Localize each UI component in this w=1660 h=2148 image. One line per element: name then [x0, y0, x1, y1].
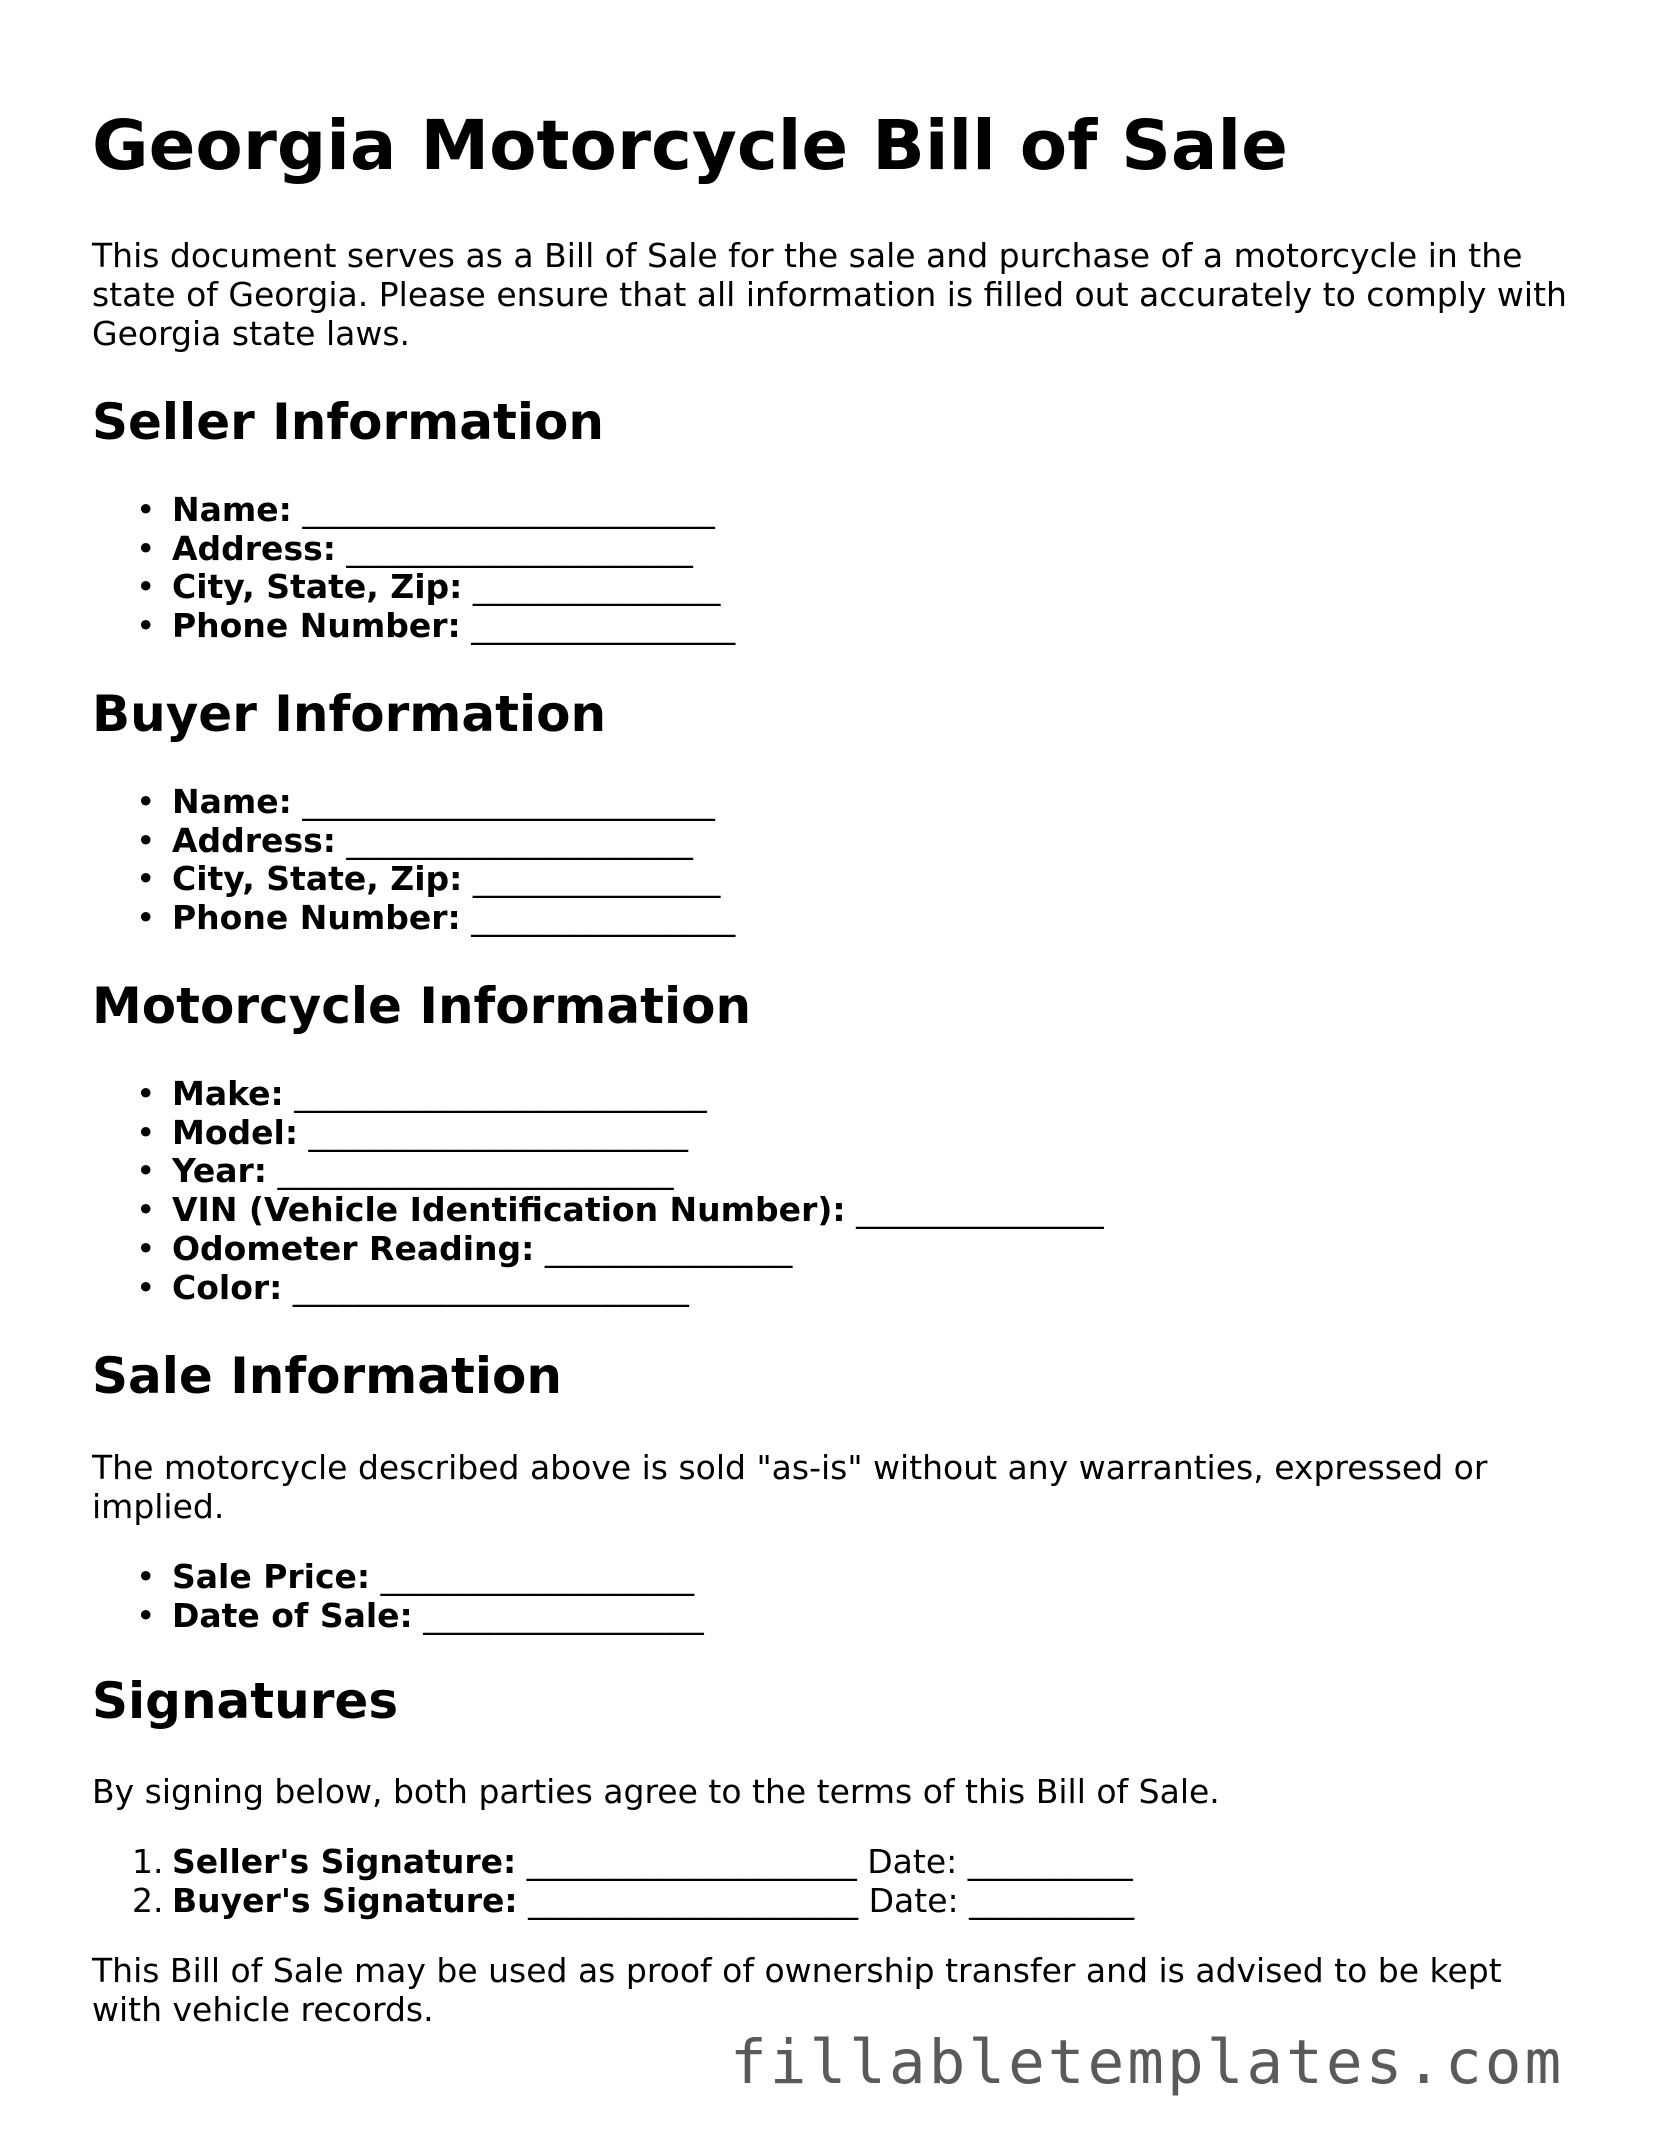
bullet-icon: •	[136, 567, 156, 607]
sale-date-field[interactable]: • Date of Sale: _________________	[136, 1595, 704, 1635]
seller-fields	[92, 491, 735, 646]
motorcycle-year-field[interactable]: • Year: ________________________	[136, 1151, 674, 1191]
buyer-address-field[interactable]: • Address: _____________________	[136, 820, 693, 860]
bullet-icon: •	[136, 859, 156, 899]
signatures-note: By signing below, both parties agree to the terms of this Bill of Sale.	[92, 1772, 1220, 1811]
bullet-icon: •	[136, 1190, 156, 1230]
motorcycle-model-field[interactable]: • Model: _______________________	[136, 1112, 689, 1152]
bullet-icon: •	[136, 606, 156, 646]
seller-phone-field[interactable]: • Phone Number: ________________	[136, 606, 736, 646]
motorcycle-color-field[interactable]: • Color: ________________________	[136, 1267, 689, 1307]
intro-paragraph: This document serves as a Bill of Sale for the sale and purchase of a motorcycle in the state of Georgia. Please ensure that all information is filled out accurately to comply with Georgia state laws.	[92, 236, 1567, 353]
buyer-city-state-zip-field[interactable]: • City, State, Zip: _______________	[136, 859, 721, 899]
buyer-name-field[interactable]: • Name: _________________________	[136, 782, 715, 821]
seller-heading: Seller Information	[92, 393, 604, 451]
bullet-icon: •	[136, 1074, 156, 1113]
sale-fields	[92, 1558, 704, 1635]
watermark: fillabletemplates.com	[730, 2027, 1565, 2098]
seller-address-field[interactable]: • Address: _____________________	[136, 528, 693, 568]
bullet-icon: •	[136, 1557, 156, 1596]
footer-note: This Bill of Sale may be used as proof of ownership transfer and is advised to be kept with vehicle records.	[92, 1951, 1502, 2029]
motorcycle-heading: Motorcycle Information	[92, 977, 752, 1035]
sale-heading: Sale Information	[92, 1347, 562, 1405]
buyer-section	[92, 685, 607, 743]
bullet-icon: •	[136, 1267, 156, 1307]
buyer-signature-line[interactable]: 2. Buyer's Signature: ____________________ Date: __________	[132, 1880, 1135, 1920]
bullet-icon: •	[136, 782, 156, 821]
bullet-icon: •	[136, 528, 156, 568]
buyer-heading: Buyer Information	[92, 685, 607, 743]
buyer-fields	[92, 783, 735, 938]
signatures-note-block	[92, 1772, 1220, 1811]
bullet-icon: •	[136, 1228, 156, 1268]
bullet-icon: •	[136, 820, 156, 860]
bullet-icon: •	[136, 1595, 156, 1635]
motorcycle-odometer-field[interactable]: • Odometer Reading: _______________	[136, 1228, 793, 1268]
motorcycle-section	[92, 977, 752, 1035]
intro-paragraph-block	[92, 236, 1572, 353]
footer-note-block	[92, 1951, 1572, 2029]
bullet-icon: •	[136, 898, 156, 938]
seller-section	[92, 393, 604, 451]
buyer-phone-field[interactable]: • Phone Number: ________________	[136, 898, 736, 938]
motorcycle-vin-field[interactable]: • VIN (Vehicle Identification Number): _______________	[136, 1190, 1104, 1230]
seller-city-state-zip-field[interactable]: • City, State, Zip: _______________	[136, 567, 721, 607]
sale-note: The motorcycle described above is sold "as-is" without any warranties, expressed or implied.	[92, 1448, 1488, 1526]
document-title: Georgia Motorcycle Bill of Sale	[92, 106, 1288, 186]
motorcycle-fields	[92, 1075, 1104, 1307]
seller-signature-line[interactable]: 1. Seller's Signature: ____________________ Date: __________	[132, 1842, 1133, 1881]
seller-name-field[interactable]: • Name: _________________________	[136, 490, 715, 529]
signatures-section	[92, 1672, 399, 1730]
motorcycle-make-field[interactable]: • Make: _________________________	[136, 1074, 707, 1113]
sale-price-field[interactable]: • Sale Price: ___________________	[136, 1557, 695, 1596]
sale-note-block	[92, 1448, 1572, 1526]
bullet-icon: •	[136, 1151, 156, 1191]
bullet-icon: •	[136, 490, 156, 529]
sale-section	[92, 1347, 562, 1405]
signatures-heading: Signatures	[92, 1672, 399, 1730]
bullet-icon: •	[136, 1112, 156, 1152]
signature-lines	[92, 1843, 1134, 1920]
